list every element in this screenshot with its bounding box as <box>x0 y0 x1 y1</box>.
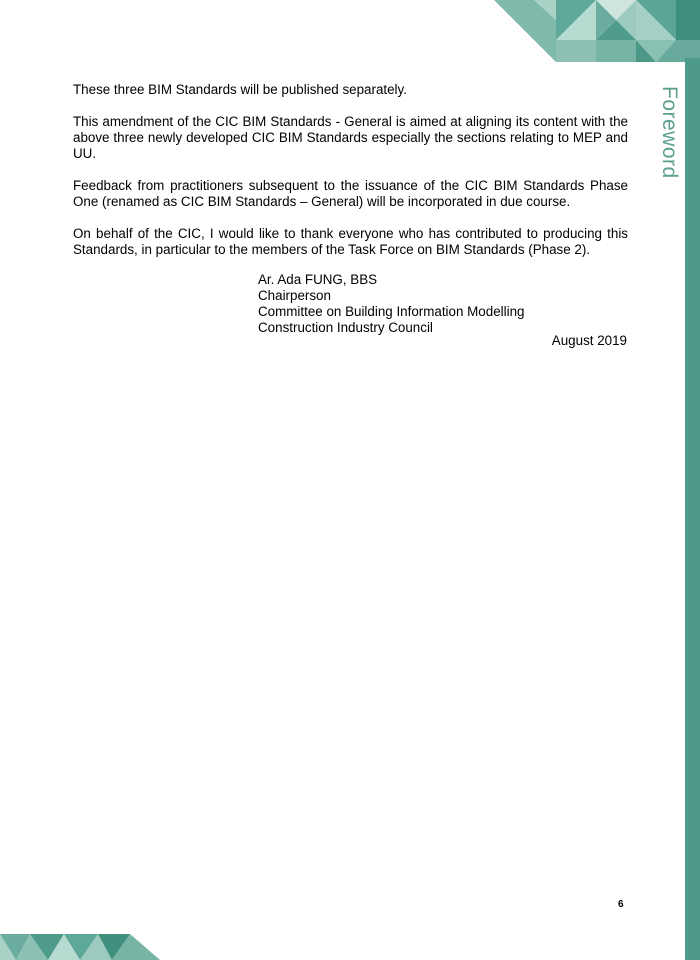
signatory-committee: Committee on Building Information Modelling <box>258 304 525 319</box>
top-geometric-decoration <box>494 0 700 62</box>
signatory-organization: Construction Industry Council <box>258 320 433 335</box>
document-date: August 2019 <box>551 333 627 348</box>
paragraph-4: On behalf of the CIC, I would like to thank everyone who has contributed to producing this Standards, in particular to the members of the Task Force on BIM Standards (Phase 2). <box>73 226 628 257</box>
bottom-geometric-decoration <box>0 928 160 960</box>
section-heading-vertical: Foreword <box>658 86 681 179</box>
page-number: 6 <box>618 899 624 910</box>
paragraph-2: This amendment of the CIC BIM Standards - General is aimed at aligning its content with the above three newly developed CIC BIM Standards especially the sections relating to MEP and UU. <box>73 114 628 161</box>
signatory-title: Chairperson <box>258 288 331 303</box>
paragraph-3: Feedback from practitioners subsequent to the issuance of the CIC BIM Standards Phase One (renamed as CIC BIM Standards – General) will be incorporated in due course. <box>73 178 628 209</box>
side-accent-bar <box>685 58 700 960</box>
body-text <box>73 82 628 258</box>
paragraph-1: These three BIM Standards will be published separately. <box>73 82 407 97</box>
signatory-name: Ar. Ada FUNG, BBS <box>258 272 378 287</box>
signature-block <box>258 272 524 336</box>
